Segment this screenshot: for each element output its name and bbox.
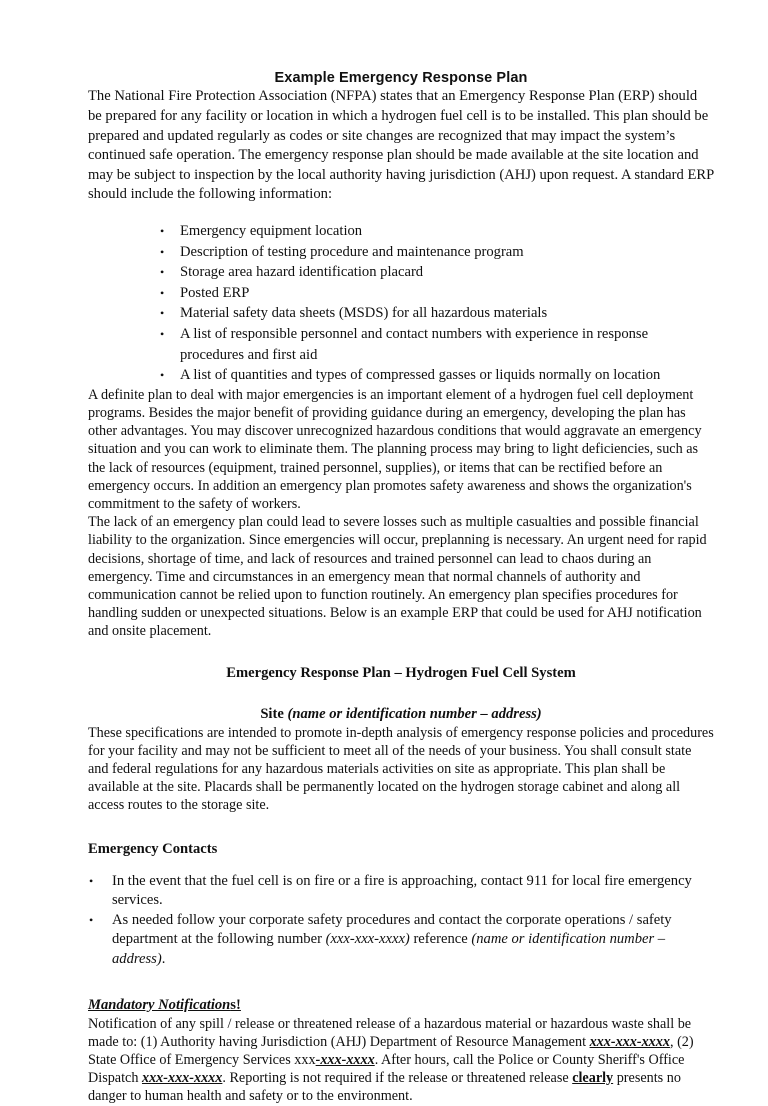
erp-section-heading: Emergency Response Plan – Hydrogen Fuel Cell System bbox=[226, 664, 576, 681]
specifications-paragraph: These specifications are intended to promote in-depth analysis of emergency response policies and procedures for your facility and may not be sufficient to meet all of the needs of your business. You shall consult state and federal regulations for any hazardous materials activities on site as appropriate. This plan shall be available at the site. Placards shall be permanently located on the hydrogen storage cabinet and along all access routes to the storage site. bbox=[88, 724, 714, 814]
notification-text-4: . Reporting is not required if the release or threatened release bbox=[222, 1070, 573, 1087]
contact-instruction-part1: As needed follow your corporate safety procedures and contact the corporate operations / safety department at the following number bbox=[112, 911, 672, 948]
notification-text-5: presents no danger to human health and safety or to the environment. bbox=[88, 1070, 681, 1105]
emergency-contacts-list bbox=[89, 872, 713, 970]
bullet-icon: • bbox=[160, 223, 165, 238]
list-item-label: Storage area hazard identification placard bbox=[180, 264, 424, 281]
contact-reference-placeholder: (name or identification number – address) bbox=[112, 931, 666, 967]
bullet-icon: • bbox=[160, 244, 165, 259]
mandatory-notifications-heading-main: Mandatory Notification bbox=[88, 996, 231, 1013]
intro-paragraph: The National Fire Protection Association (NFPA) states that an Emergency Response Plan (ERP) should be prepared for any facility or location in which a hydrogen fuel cell is to be installed. This plan should be prepared and updated regularly as codes or site changes are recognized that may impact the system’s continued safe operation. The emergency response plan should be made available at the site location and may be subject to inspection by the local authority having jurisdiction (AHJ) upon request. A standard ERP should include the following information: bbox=[88, 88, 714, 203]
list-item-label: A list of responsible personnel and contact numbers with experience in response procedures and first aid bbox=[180, 325, 649, 363]
list-item-label: A list of quantities and types of compressed gasses or liquids normally on location bbox=[180, 367, 661, 384]
list-item bbox=[160, 262, 714, 283]
list-item bbox=[160, 242, 714, 263]
list-item-label: In the event that the fuel cell is on fire or a fire is approaching, contact 911 for local fire emergency services. bbox=[112, 872, 692, 909]
list-item bbox=[89, 911, 713, 970]
list-item bbox=[160, 221, 714, 242]
notification-emphasis: clearly bbox=[572, 1070, 614, 1087]
site-heading-label: Site bbox=[260, 705, 288, 722]
list-item-label: Emergency equipment location bbox=[180, 222, 363, 239]
mandatory-notifications-heading-suffix: s! bbox=[230, 996, 241, 1013]
site-heading-placeholder: (name or identification number – address) bbox=[287, 705, 542, 722]
benefits-paragraph: A definite plan to deal with major emergencies is an important element of a hydrogen fuel cell deployment programs. Besides the major benefit of providing guidance during an emergency, developing the plan has other advantages. You may discover unrecognized hazardous conditions that would aggravate an emergency situation and you can work to eliminate them. The planning process may bring to light deficiencies, such as the lack of resources (equipment, trained personnel, supplies), or items that can be rectified before an emergency occurs. In addition an emergency plan promotes safety awareness and shows the organization's commitment to the safety of workers. bbox=[88, 386, 702, 512]
bullet-icon: • bbox=[160, 265, 165, 280]
bullet-icon: • bbox=[160, 326, 165, 341]
notification-phone-ahj: xxx-xxx-xxxx bbox=[589, 1033, 670, 1050]
notification-text-2: , (2) State Office of Emergency Services xxx bbox=[88, 1033, 694, 1068]
mandatory-notifications-heading bbox=[88, 996, 714, 1015]
list-item bbox=[160, 324, 714, 365]
notification-text-3: . After hours, call the Police or County Sheriff's Office Dispatch bbox=[88, 1051, 685, 1087]
notification-text-1: Notification of any spill / release or threatened release of a hazardous material or hazardous waste shall be made to: (1) Authority having Jurisdiction (AHJ) Department of Resource Management bbox=[88, 1015, 692, 1050]
list-item-label: Posted ERP bbox=[180, 284, 250, 301]
mandatory-notifications-paragraph bbox=[88, 1015, 714, 1106]
list-item bbox=[89, 872, 713, 911]
bullet-icon: • bbox=[160, 368, 165, 383]
list-item bbox=[160, 283, 714, 304]
list-item-label: Material safety data sheets (MSDS) for all hazardous materials bbox=[180, 305, 548, 322]
notification-phone-state-oes: -xxx-xxxx bbox=[315, 1051, 375, 1068]
contact-phone-placeholder: (xxx-xxx-xxxx) bbox=[325, 931, 410, 948]
bullet-icon: • bbox=[89, 873, 94, 888]
list-item-label: Description of testing procedure and maintenance program bbox=[180, 243, 524, 260]
list-item bbox=[160, 303, 714, 324]
contact-instruction-part2: reference bbox=[409, 931, 472, 948]
notification-phone-dispatch: xxx-xxx-xxxx bbox=[141, 1070, 223, 1087]
erp-contents-list bbox=[160, 221, 714, 386]
list-item bbox=[160, 365, 714, 386]
emergency-contacts-heading: Emergency Contacts bbox=[88, 840, 218, 857]
contact-instruction-part3: . bbox=[161, 950, 166, 967]
bullet-icon: • bbox=[89, 912, 94, 927]
page-title: Example Emergency Response Plan bbox=[274, 70, 528, 86]
bullet-icon: • bbox=[160, 306, 165, 321]
document-body bbox=[88, 0, 714, 1106]
risks-paragraph: The lack of an emergency plan could lead to severe losses such as multiple casualties and possible financial liability to the organization. Since emergencies will occur, preplanning is necessary. An urgent need for rapid decisions, shortage of time, and lack of resources and trained personnel can lead to chaos during an emergency. Time and circumstances in an emergency mean that normal channels of authority and communication cannot be relied upon to function routinely. An emergency plan specifies procedures for handling sudden or unexpected situations. Below is an example ERP that could be used for AHJ notification and onsite placement. bbox=[88, 514, 707, 640]
bullet-icon: • bbox=[160, 285, 165, 300]
site-heading bbox=[88, 705, 714, 724]
